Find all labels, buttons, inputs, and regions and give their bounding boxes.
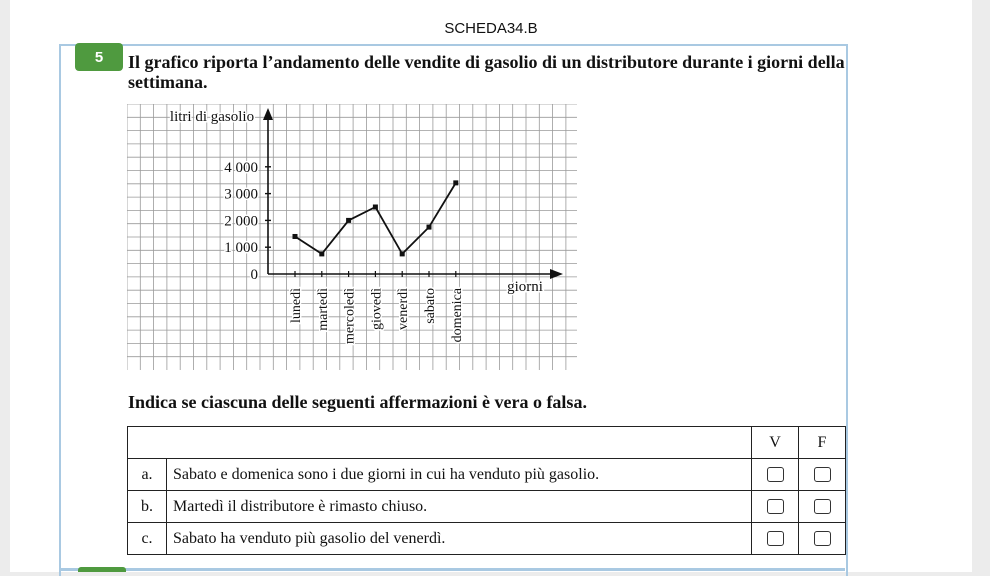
true-checkbox[interactable] xyxy=(767,467,784,482)
x-axis-arrow xyxy=(550,269,563,279)
table-header-row xyxy=(128,427,846,459)
x-tick-label: sabato xyxy=(423,288,438,324)
x-tick-label: domenica xyxy=(449,288,465,343)
data-point xyxy=(427,225,432,230)
sales-line-chart xyxy=(127,104,577,370)
false-checkbox[interactable] xyxy=(814,531,831,546)
x-axis-label: giorni xyxy=(507,279,543,295)
statement-text: Martedì il distributore è rimasto chiuso. xyxy=(167,491,752,523)
x-tick-label: martedì xyxy=(315,288,331,331)
x-tick-label: venerdì xyxy=(396,288,412,330)
row-letter: a. xyxy=(128,459,167,491)
data-point xyxy=(373,205,378,210)
table-header-empty xyxy=(128,427,752,459)
y-axis-label: litri di gasolio xyxy=(169,109,255,125)
frame-bottom-border xyxy=(60,568,845,571)
next-exercise-badge xyxy=(78,567,126,572)
data-point xyxy=(400,251,405,256)
table-row xyxy=(128,523,846,555)
row-letter: b. xyxy=(128,491,167,523)
false-checkbox[interactable] xyxy=(814,467,831,482)
x-tick-label: lunedì xyxy=(289,288,304,323)
true-checkbox[interactable] xyxy=(767,531,784,546)
false-checkbox[interactable] xyxy=(814,499,831,514)
header-f: F xyxy=(799,427,846,459)
table-row xyxy=(128,491,846,523)
x-tick-label: giovedì xyxy=(369,288,385,330)
data-point xyxy=(319,251,324,256)
x-tick-label: mercoledì xyxy=(342,288,358,344)
row-letter: c. xyxy=(128,523,167,555)
statement-text: Sabato ha venduto più gasolio del venerdì. xyxy=(167,523,752,555)
y-tick-label: 2 000 xyxy=(224,213,258,230)
exercise-number-badge: 5 xyxy=(75,43,123,71)
y-tick-label: 1 000 xyxy=(224,240,258,257)
y-axis-arrow xyxy=(263,108,273,120)
instruction-text: Indica se ciascuna delle seguenti affermazioni è vera o falsa. xyxy=(128,392,587,412)
y-tick-label: 0 xyxy=(250,267,258,283)
table-row xyxy=(128,459,846,491)
data-point xyxy=(293,234,298,239)
header-v: V xyxy=(752,427,799,459)
data-point xyxy=(346,218,351,223)
true-false-table xyxy=(127,426,846,555)
statement-text: Sabato e domenica sono i due giorni in cui ha venduto più gasolio. xyxy=(167,459,752,491)
true-checkbox[interactable] xyxy=(767,499,784,514)
y-tick-label: 3 000 xyxy=(224,186,258,203)
y-tick-label: 4 000 xyxy=(224,159,258,176)
data-point xyxy=(453,180,458,185)
exercise-question: Il grafico riporta l’andamento delle vendite di gasolio di un distributore durante i giorni della settimana. xyxy=(128,52,845,92)
page-header: SCHEDA34.B xyxy=(444,20,538,37)
series-line xyxy=(295,183,456,254)
